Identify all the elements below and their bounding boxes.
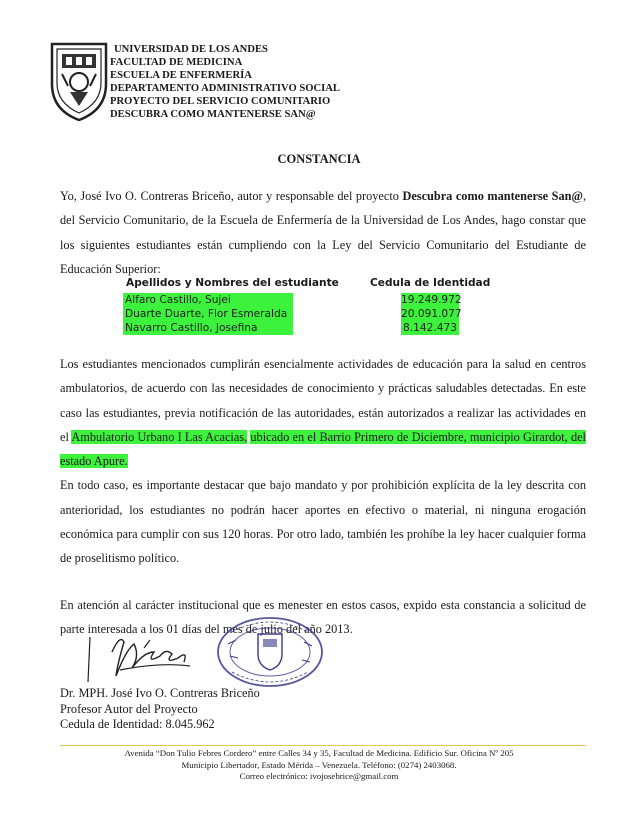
footer-address <box>0 748 638 783</box>
handwritten-signature-icon <box>88 637 190 682</box>
header-school: ESCUELA DE ENFERMERÍA <box>110 70 252 81</box>
ambulatory-name: Ambulatorio Urbano I Las Acacias, <box>71 429 248 444</box>
student-name: Alfaro Castillo, Sujei <box>123 293 293 307</box>
university-crest-icon <box>48 40 110 122</box>
closing-paragraph: En atención al carácter institucional que es menester en estos casos, expido esta constancia a solicitud de parte interesada a los 01 días del mes de julio del año 2013. <box>60 598 586 637</box>
column-header-name: Apellidos y Nombres del estudiante <box>126 277 339 289</box>
activities-text-1: Los estudiantes mencionados cumplirán esencialmente actividades de educación para la salud en centros ambulatorios, de acuerdo con las necesidades de conocimiento y prácticas saludables detectadas. En este caso las estudiantes, previa notificación de las autoridades, están autorizados a realizar las actividades en el <box>60 357 586 444</box>
activities-text-2: En todo caso, es importante destacar que bajo mandato y por prohibición explícita de la ley descrita con anterioridad, los estudiantes no podrán hacer aportes en efectivo o material, ni ninguna erogación económica para cumplir con sus 120 horas. Por otro lado, también les prohíbe la ley hacer cualquier forma de proselitismo político. <box>60 478 586 566</box>
footer-divider <box>60 745 586 746</box>
official-stamp-icon <box>218 618 322 686</box>
institution-header <box>110 43 340 121</box>
column-header-id: Cedula de Identidad <box>370 277 491 289</box>
student-id: 20.091.077 <box>401 308 462 320</box>
student-name: Duarte Duarte, Flor Esmeralda <box>123 307 293 321</box>
intro-paragraph <box>60 184 586 281</box>
student-id: 8.142.473 <box>401 321 459 335</box>
header-department: DEPARTAMENTO ADMINISTRATIVO SOCIAL <box>110 83 340 94</box>
header-faculty: FACULTAD DE MEDICINA <box>110 57 243 68</box>
header-university: UNIVERSIDAD DE LOS ANDES <box>114 44 268 55</box>
ambulatory-location: ubicado en el Barrio Primero de Diciembre, municipio Girardot, del estado Apure. <box>60 429 586 469</box>
project-name: Descubra como mantenerse San@ <box>402 189 583 203</box>
footer-line-1: Avenida “Don Tulio Febres Cordero” entre Calles 34 y 35, Facultad de Medicina. Edificio Sur. Oficina Nº 205 <box>124 748 514 758</box>
intro-text-1: Yo, José Ivo O. Contreras Briceño, autor y responsable del proyecto <box>60 189 403 203</box>
document-title: CONSTANCIA <box>277 152 361 166</box>
signer-role: Profesor Autor del Proyecto <box>60 701 198 716</box>
header-project-name: DESCUBRA COMO MANTENERSE SAN@ <box>110 109 316 120</box>
signer-id: Cedula de Identidad: 8.045.962 <box>60 717 215 731</box>
student-id: 19.249.972 <box>401 294 462 306</box>
footer-line-3: Correo electrónico: ivojosebrice@gmail.com <box>239 771 399 782</box>
student-name: Navarro Castillo, Josefina <box>123 321 293 335</box>
activities-paragraph <box>60 352 586 571</box>
intro-text-2: , del Servicio Comunitario, de la Escuela de Enfermería de la Universidad de Los Andes, hago constar que los siguientes estudiantes están cumpliendo con la Ley del Servicio Comunitario del Estudiante de Educación Superior: <box>60 189 587 276</box>
footer-line-2: Municipio Libertador, Estado Mérida – Venezuela. Teléfono: (0274) 2403068. <box>181 759 457 770</box>
signer-name: Dr. MPH. José Ivo O. Contreras Briceño <box>60 686 260 700</box>
signer-info <box>60 686 260 733</box>
header-project: PROYECTO DEL SERVICIO COMUNITARIO <box>110 96 331 107</box>
